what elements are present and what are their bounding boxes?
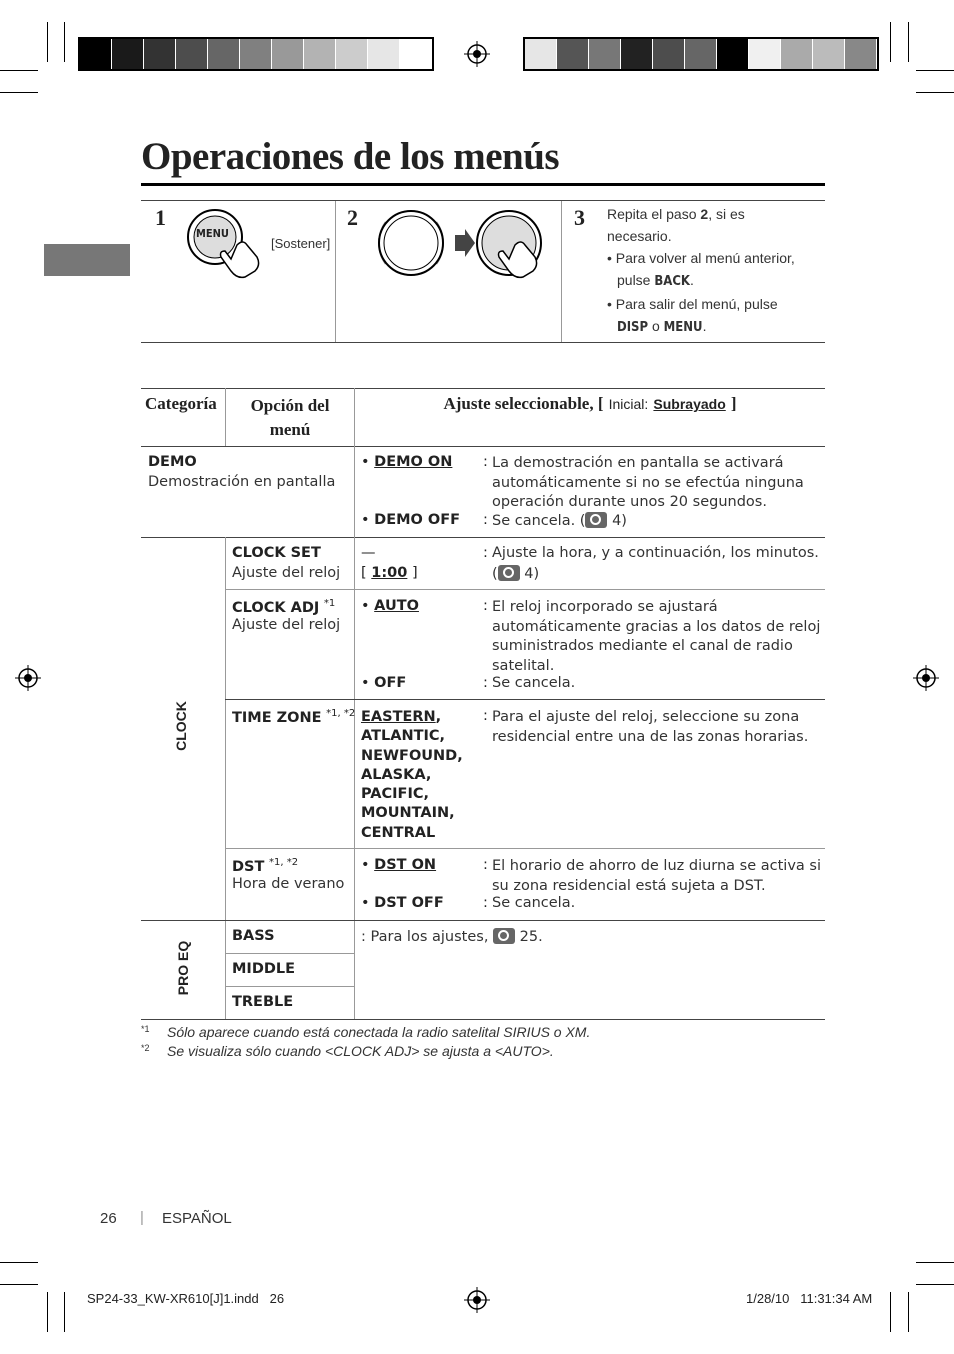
step3-line: necesario. xyxy=(607,228,672,244)
color-swatch xyxy=(717,39,749,69)
color-swatch xyxy=(240,39,272,69)
time-zone-text: Para el ajuste del reloj, seleccione su zona residencial entre una de las zonas horarias. xyxy=(492,709,809,745)
magnifier-icon xyxy=(498,565,520,581)
middle-option: MIDDLE xyxy=(232,961,296,977)
step3-bullet: pulse xyxy=(617,272,655,288)
eastern-option: EASTERN xyxy=(361,709,436,725)
crop-mark xyxy=(890,1292,891,1332)
crop-mark xyxy=(64,1292,65,1332)
clock-adj-name: CLOCK ADJ xyxy=(232,599,320,616)
step-number: 3 xyxy=(574,205,585,230)
color-swatch xyxy=(80,39,112,69)
magnifier-icon xyxy=(493,928,515,944)
zone-option: MOUNTAIN, xyxy=(361,805,455,822)
step3-bullet: • Para volver al menú anterior, xyxy=(607,250,795,266)
color-swatch xyxy=(525,39,557,69)
bass-option: BASS xyxy=(232,928,275,944)
color-swatch xyxy=(112,39,144,69)
header-option: Opción del menú xyxy=(250,396,330,439)
footnote-ref: *1, *2 xyxy=(326,708,356,719)
step-number: 2 xyxy=(347,205,358,230)
color-swatch xyxy=(144,39,176,69)
off-option: OFF xyxy=(374,675,407,691)
menu-button-label: MENU xyxy=(196,227,229,240)
bracket: [ xyxy=(361,565,372,581)
crop-mark xyxy=(890,22,891,62)
page-language: ESPAÑOL xyxy=(162,1210,232,1227)
knob-turn-press-icon xyxy=(375,205,555,281)
color-swatch xyxy=(557,39,589,69)
clock-category-label: CLOCK xyxy=(173,701,189,751)
color-swatch xyxy=(653,39,685,69)
menu-table: Categoría Opción del menú Ajuste seleccionable, [ Inicial: Subrayado ] DEMO Demostración en pantalla • DEMO ON : La demostración en pantalla se activará automáticamente si no se efectúa ninguna operación durante unos 20 segundos. • DEMO OFF : Se cancela. ( 4) CLOCK CLOCK SET Ajuste del reloj — [ 1:00 ] : Ajuste la hora, y a continuación, los minutos. ( 4) CLOCK ADJ $^{*1}$ Ajuste del reloj • AUTO : El reloj incorporado se ajustará automáticamente gracias a los datos de reloj suministrados mediante el canal de radio satelital. • OFF : Se cancela. TIME ZONE $^{*1, *2}$ EASTERN, ATLANTIC, NEWFOUND, ALASKA, PACIFIC, MOUNTAIN, CENTRAL : Para el ajuste del reloj, seleccione su zona residencial entre una de las zonas horarias. DST $^{*1, *2}$ Hora de verano • DST ON : El horario de ahorro de luz diurna se activa si su zona residencial está sujeta a DST. • DST OFF : Se cancela. PRO EQ BASS MIDDLE TREBLE : Para los ajustes, 25. xyxy=(141,388,825,1020)
page-number: 26 xyxy=(100,1210,117,1227)
color-swatch xyxy=(685,39,717,69)
bracket: ] xyxy=(407,565,418,581)
registration-mark-icon xyxy=(464,1287,490,1313)
footnote-mark: *1 xyxy=(141,1024,150,1034)
treble-option: TREBLE xyxy=(232,994,294,1010)
auto-text: El reloj incorporado se ajustará automáticamente gracias a los datos de reloj suministrados mediante el canal de radio satelital. xyxy=(492,599,821,674)
demo-on-text: La demostración en pantalla se activará automáticamente si no se efectúa ninguna operación durante unos 20 segundos. xyxy=(492,455,804,510)
menu-button-press-icon xyxy=(185,207,277,279)
color-swatch xyxy=(621,39,653,69)
dst-on-text: El horario de ahorro de luz diurna se activa si su zona residencial está sujeta a DST. xyxy=(492,858,821,894)
time-zone-options xyxy=(361,708,463,843)
zone-option: ATLANTIC, xyxy=(361,728,446,745)
step-divider xyxy=(561,201,562,342)
page-sep: | xyxy=(140,1209,144,1226)
crop-mark xyxy=(0,1262,38,1263)
demo-desc: Demostración en pantalla xyxy=(148,474,336,490)
crop-mark xyxy=(64,22,65,62)
registration-mark-icon xyxy=(913,665,939,691)
step3-or: o xyxy=(648,318,664,334)
header-close: ] xyxy=(730,394,737,413)
comma: , xyxy=(435,709,442,725)
clock-set-default: 1:00 xyxy=(371,565,408,581)
color-swatch xyxy=(749,39,781,69)
eq-text: Para los ajustes, xyxy=(370,929,489,945)
color-swatch xyxy=(368,39,400,69)
steps-panel xyxy=(141,200,825,343)
dst-desc: Hora de verano xyxy=(232,876,345,892)
menu-key: MENU xyxy=(663,320,703,335)
auto-option: AUTO xyxy=(374,598,419,614)
crop-mark xyxy=(916,1262,954,1263)
color-swatch xyxy=(400,39,432,69)
registration-mark-icon xyxy=(15,665,41,691)
demo-off-option: DEMO OFF xyxy=(374,512,461,528)
crop-mark xyxy=(916,92,954,93)
dst-name: DST xyxy=(232,858,265,875)
clock-set-text: Ajuste la hora, y a continuación, los minutos. xyxy=(492,545,819,561)
crop-mark xyxy=(916,70,954,71)
zone-option: PACIFIC, xyxy=(361,786,430,803)
color-swatch xyxy=(845,39,877,69)
zone-option: ALASKA, xyxy=(361,766,432,783)
color-swatch xyxy=(272,39,304,69)
crop-mark xyxy=(0,1284,38,1285)
disp-key: DISP xyxy=(617,320,649,335)
step3-text: Repita el paso 2, si es necesario. • Para volver al menú anterior, pulse BACK. • Para salir del menú, pulse DISP o MENU. xyxy=(607,203,822,339)
clock-set-desc: Ajuste del reloj xyxy=(232,565,341,581)
color-swatch xyxy=(589,39,621,69)
header-setting: Ajuste seleccionable, [ xyxy=(443,394,604,413)
clock-set-name: CLOCK SET xyxy=(232,545,321,561)
paren: ( xyxy=(492,566,498,582)
demo-name: DEMO xyxy=(148,454,197,470)
color-swatch xyxy=(304,39,336,69)
demo-on-option: DEMO ON xyxy=(374,454,453,470)
footnote-2: Se visualiza sólo cuando <CLOCK ADJ> se ajusta a <AUTO>. xyxy=(167,1043,554,1059)
zone-option: NEWFOUND, xyxy=(361,747,463,764)
title-rule xyxy=(141,183,825,186)
zone-option: CENTRAL xyxy=(361,824,436,841)
dst-on-option: DST ON xyxy=(374,857,437,873)
hold-label: [Sostener] xyxy=(271,236,331,251)
color-swatch xyxy=(781,39,813,69)
header-underlined: Subrayado xyxy=(653,396,726,412)
crop-mark xyxy=(908,22,909,62)
dst-off-text: Se cancela. xyxy=(492,895,576,911)
crop-mark xyxy=(916,1284,954,1285)
step3-line: Repita el paso xyxy=(607,206,701,222)
step-number: 1 xyxy=(155,205,166,230)
footnote-ref: *1, *2 xyxy=(268,857,299,868)
time-zone-name: TIME ZONE xyxy=(232,709,322,726)
header-initial: Inicial: xyxy=(608,396,649,412)
footnote-mark: *2 xyxy=(141,1043,150,1053)
color-swatch xyxy=(813,39,845,69)
crop-mark xyxy=(47,1292,48,1332)
footnote-1: Sólo aparece cuando está conectada la radio satelital SIRIUS o XM. xyxy=(167,1024,591,1040)
section-tab xyxy=(44,244,130,276)
step-ref: 2 xyxy=(700,206,709,222)
color-swatch xyxy=(336,39,368,69)
color-swatch xyxy=(208,39,240,69)
footnote-ref: *1 xyxy=(323,598,336,609)
dst-off-option: DST OFF xyxy=(374,895,444,911)
pro-eq-category-label: PRO EQ xyxy=(175,940,191,996)
page-title: Operaciones de los menús xyxy=(141,135,560,178)
crop-mark xyxy=(0,70,38,71)
step3-bullet: • Para salir del menú, pulse xyxy=(607,296,778,312)
magnifier-icon xyxy=(585,512,607,528)
page-ref: 25. xyxy=(519,929,543,945)
registration-mark-icon xyxy=(464,41,490,67)
clock-set-dash: — xyxy=(361,545,376,561)
clock-adj-desc: Ajuste del reloj xyxy=(232,617,341,633)
demo-off-text: Se cancela. ( xyxy=(492,513,586,529)
color-bar-right xyxy=(523,37,879,71)
page-ref: 4) xyxy=(524,566,540,582)
crop-mark xyxy=(908,1292,909,1332)
off-text: Se cancela. xyxy=(492,675,576,691)
page-ref: 4) xyxy=(612,513,627,529)
color-bar-left xyxy=(78,37,434,71)
back-key: BACK xyxy=(654,274,690,289)
header-category: Categoría xyxy=(145,394,217,413)
color-swatch xyxy=(176,39,208,69)
crop-mark xyxy=(0,92,38,93)
step3-line: , si es xyxy=(708,206,745,222)
slug-date: 1/28/10 11:31:34 AM xyxy=(746,1291,873,1306)
step-divider xyxy=(335,201,336,342)
slug-file: SP24-33_KW-XR610[J]1.indd 26 xyxy=(87,1291,285,1306)
crop-mark xyxy=(47,22,48,62)
